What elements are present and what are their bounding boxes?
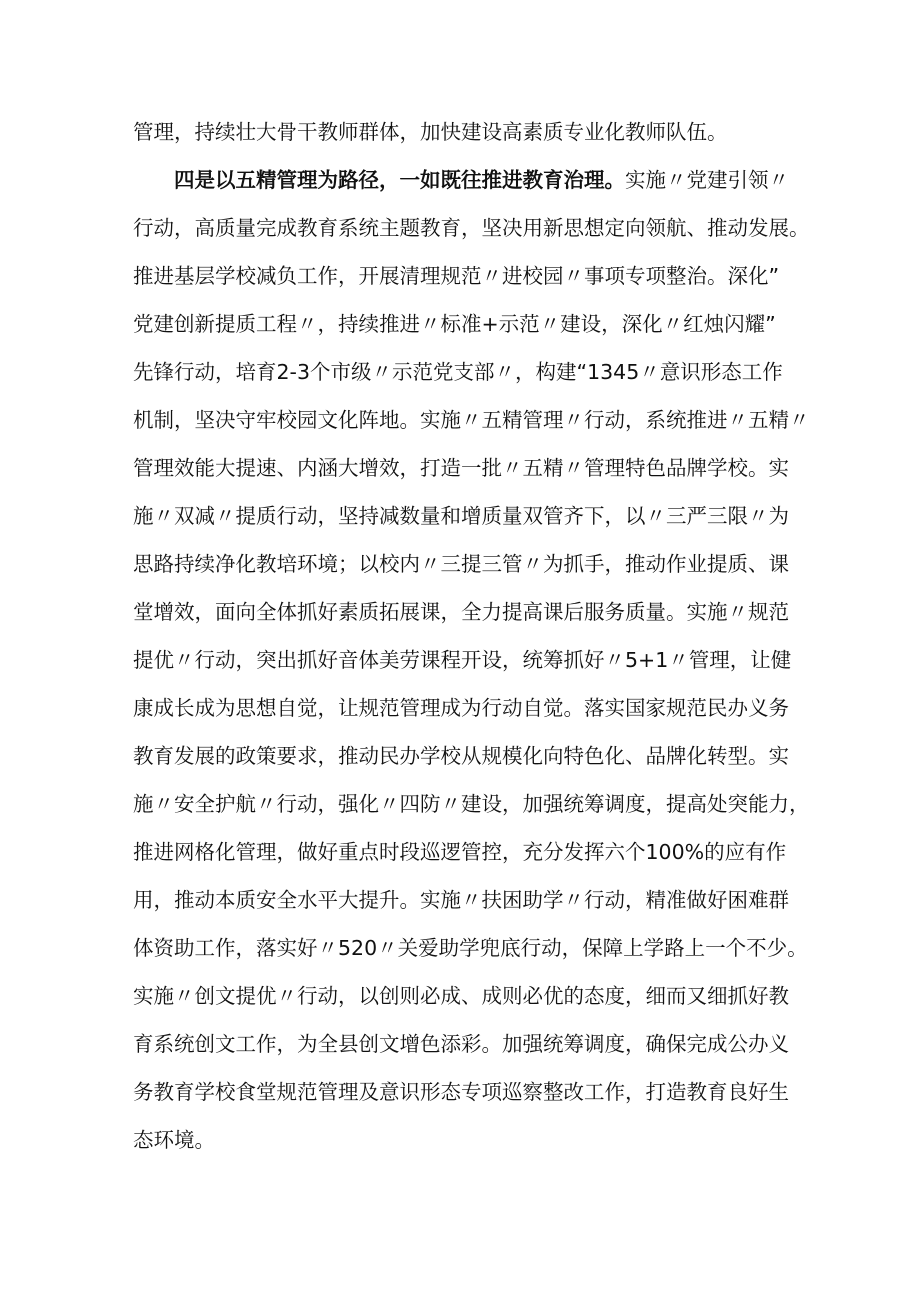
heading-continuation: 实施〃党建引领〃	[625, 168, 789, 192]
paragraph-line: 管理，持续壮大骨干教师群体，加快建设高素质专业化教师队伍。	[133, 120, 728, 144]
section-heading: 四是以五精管理为路径，一如既往推进教育治理。	[174, 168, 625, 192]
paragraph-line: 教育发展的政策要求，推动民办学校从规模化向特色化、品牌化转型。实	[133, 744, 789, 768]
paragraph-line: 体资助工作，落实好〃520〃关爱助学兜底行动，保障上学路上一个不少。	[133, 936, 808, 960]
paragraph-line: 用，推动本质安全水平大提升。实施〃扶困助学〃行动，精准做好困难群	[133, 888, 789, 912]
paragraph-line: 提优〃行动，突出抓好音体美劳课程开设，统筹抓好〃5+1〃管理，让健	[133, 648, 792, 672]
paragraph-line: 党建创新提质工程〃，持续推进〃标准+示范〃建设，深化〃红烛闪耀”	[133, 312, 776, 336]
paragraph-line: 康成长成为思想自觉，让规范管理成为行动自觉。落实国家规范民办义务	[133, 696, 789, 720]
section-heading-line	[174, 165, 789, 195]
paragraph-line: 施〃安全护航〃行动，强化〃四防〃建设，加强统筹调度，提高处突能力，	[133, 792, 810, 816]
paragraph-line: 务教育学校食堂规范管理及意识形态专项巡察整改工作，打造教育良好生	[133, 1080, 789, 1104]
paragraph-line: 机制，坚决守牢校园文化阵地。实施〃五精管理〃行动，系统推进〃五精〃	[133, 408, 810, 432]
paragraph-line: 态环境。	[133, 1128, 215, 1152]
paragraph-line: 实施〃创文提优〃行动，以创则必成、成则必优的态度，细而又细抓好教	[133, 984, 789, 1008]
paragraph-line: 思路持续净化教培环境；以校内〃三提三管〃为抓手，推动作业提质、课	[133, 552, 789, 576]
paragraph-line: 行动，高质量完成教育系统主题教育，坚决用新思想定向领航、推动发展。	[133, 216, 810, 240]
paragraph-line: 施〃双减〃提质行动，坚持减数量和增质量双管齐下，以〃三严三限〃为	[133, 504, 789, 528]
paragraph-line: 堂增效，面向全体抓好素质拓展课，全力提高课后服务质量。实施〃规范	[133, 600, 789, 624]
paragraph-line: 推进网格化管理，做好重点时段巡逻管控，充分发挥六个100%的应有作	[133, 840, 787, 864]
paragraph-line: 育系统创文工作，为全县创文增色添彩。加强统筹调度，确保完成公办义	[133, 1032, 789, 1056]
paragraph-line: 推进基层学校减负工作，开展清理规范〃进校园〃事项专项整治。深化”	[133, 264, 780, 288]
paragraph-line: 先锋行动，培育2-3个市级〃示范党支部〃，构建“1345〃意识形态工作	[133, 360, 783, 384]
paragraph-line: 管理效能大提速、内涵大增效，打造一批〃五精〃管理特色品牌学校。实	[133, 456, 789, 480]
